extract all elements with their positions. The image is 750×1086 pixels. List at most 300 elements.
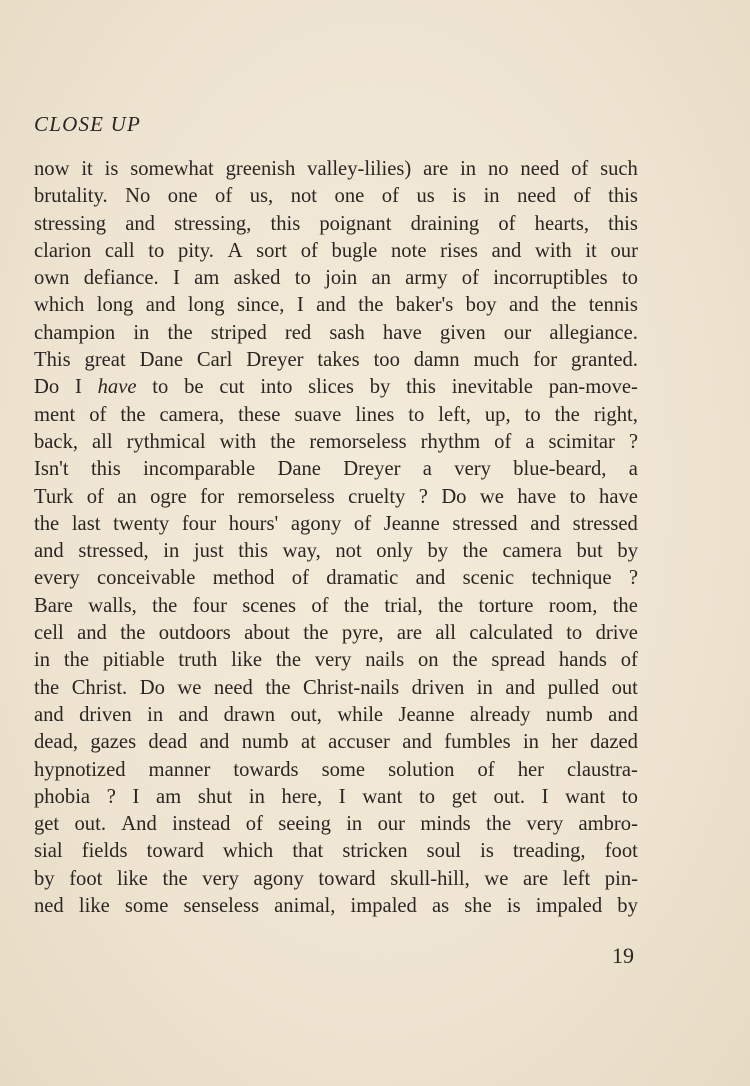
word: pyre, bbox=[341, 622, 384, 645]
word: Do bbox=[139, 676, 165, 699]
word: toward bbox=[318, 867, 376, 890]
word: senseless bbox=[183, 895, 260, 918]
word: pulled bbox=[547, 676, 600, 699]
text-line bbox=[34, 402, 638, 429]
word: Jeanne bbox=[398, 703, 455, 726]
word: of bbox=[498, 212, 516, 235]
word: want bbox=[565, 785, 606, 808]
text-line bbox=[34, 484, 638, 511]
word: agony bbox=[253, 867, 304, 890]
word: stressed bbox=[572, 512, 638, 535]
word: the bbox=[343, 594, 370, 617]
word: her bbox=[517, 758, 544, 781]
word: long bbox=[187, 294, 225, 317]
word: the bbox=[265, 676, 291, 699]
text-line bbox=[34, 211, 638, 238]
word: towards bbox=[233, 758, 299, 781]
word: Do bbox=[441, 485, 467, 508]
word: now bbox=[34, 158, 70, 180]
word: and bbox=[125, 212, 155, 235]
word: by bbox=[427, 540, 449, 563]
body-text bbox=[34, 156, 638, 920]
word: boy bbox=[465, 294, 497, 317]
word: to bbox=[524, 403, 541, 426]
word: asked bbox=[233, 267, 281, 290]
word: to bbox=[621, 785, 638, 808]
word: us, bbox=[249, 185, 274, 208]
word: this bbox=[238, 540, 269, 563]
word: I bbox=[172, 267, 180, 290]
word: just bbox=[193, 540, 224, 563]
word: driven bbox=[79, 703, 132, 726]
word: This bbox=[34, 349, 71, 372]
word: ? bbox=[418, 485, 428, 508]
word: too bbox=[373, 349, 400, 372]
text-line bbox=[34, 265, 638, 292]
word: to bbox=[566, 622, 583, 645]
word: room, bbox=[548, 594, 598, 617]
word: the bbox=[438, 594, 464, 617]
word: I bbox=[338, 785, 346, 808]
word: very bbox=[202, 867, 239, 890]
word: four bbox=[181, 512, 217, 535]
word: striped bbox=[210, 321, 267, 344]
word: soul bbox=[426, 840, 461, 863]
text-line bbox=[34, 374, 638, 401]
word: of bbox=[477, 758, 495, 781]
text-line bbox=[34, 647, 638, 674]
word: I bbox=[541, 785, 549, 808]
word: very bbox=[526, 813, 564, 836]
word: for bbox=[200, 485, 225, 508]
word: by bbox=[617, 540, 638, 563]
text-line bbox=[34, 429, 638, 456]
word: and bbox=[199, 731, 230, 754]
word: spread bbox=[491, 649, 546, 672]
word: baker's bbox=[395, 294, 454, 317]
word: ? bbox=[106, 785, 116, 808]
text-line bbox=[34, 866, 638, 893]
word: and bbox=[316, 294, 346, 317]
word: rythmical bbox=[126, 430, 206, 453]
word: clarion bbox=[34, 239, 92, 262]
word: and bbox=[608, 703, 638, 726]
word: conceivable bbox=[97, 567, 196, 590]
word: of bbox=[461, 267, 479, 290]
word: of bbox=[89, 403, 107, 426]
word: greenish bbox=[225, 158, 296, 180]
text-line bbox=[34, 838, 638, 865]
word: Bare bbox=[34, 594, 73, 617]
word: like bbox=[117, 867, 148, 890]
word: scimitar bbox=[548, 430, 615, 453]
word: this bbox=[406, 376, 436, 399]
word: have bbox=[382, 321, 422, 344]
word: while bbox=[337, 703, 384, 726]
word: accuser bbox=[328, 731, 390, 754]
word: slices bbox=[308, 376, 354, 399]
word: granted. bbox=[571, 349, 638, 372]
word: hearts, bbox=[534, 212, 589, 235]
word: of bbox=[311, 594, 329, 617]
word: draining bbox=[410, 212, 480, 235]
word: great bbox=[84, 349, 126, 372]
word: agony bbox=[290, 512, 342, 535]
word: to bbox=[294, 267, 311, 290]
word: join bbox=[325, 267, 358, 290]
word: all bbox=[435, 622, 457, 645]
word: here, bbox=[281, 785, 323, 808]
word: pity. bbox=[178, 239, 214, 262]
word: Turk bbox=[34, 485, 74, 508]
word: A bbox=[227, 239, 243, 262]
word: as bbox=[432, 895, 450, 918]
word: dazed bbox=[589, 731, 638, 754]
word: the bbox=[303, 622, 329, 645]
word: Christ. bbox=[71, 676, 128, 699]
word: the bbox=[63, 649, 90, 672]
word: already bbox=[469, 703, 531, 726]
word: to bbox=[148, 239, 165, 262]
word: we bbox=[177, 676, 202, 699]
word: trial, bbox=[384, 594, 423, 617]
word: the bbox=[34, 676, 60, 699]
text-line bbox=[34, 811, 638, 838]
word: this bbox=[90, 458, 121, 481]
word: the bbox=[358, 294, 384, 317]
word: such bbox=[600, 158, 638, 180]
word: some bbox=[321, 758, 366, 781]
word: want bbox=[362, 785, 403, 808]
word: hours' bbox=[228, 512, 279, 535]
word: tennis bbox=[588, 294, 638, 317]
word: dead bbox=[148, 731, 188, 754]
word: our bbox=[503, 321, 532, 344]
word: in bbox=[522, 731, 539, 754]
word: these bbox=[238, 403, 281, 426]
word: and bbox=[34, 540, 64, 563]
word: numb bbox=[241, 731, 289, 754]
word: back, bbox=[34, 430, 79, 453]
word: lines bbox=[355, 403, 395, 426]
word: of bbox=[494, 430, 512, 453]
word: ? bbox=[628, 567, 638, 590]
word: our bbox=[610, 239, 638, 262]
word: ment bbox=[34, 403, 76, 426]
word: out bbox=[611, 676, 638, 699]
word: bugle bbox=[331, 239, 378, 262]
text-line bbox=[34, 320, 638, 347]
word: in bbox=[483, 185, 500, 208]
word: of bbox=[245, 813, 263, 836]
word: and bbox=[530, 512, 560, 535]
word: sash bbox=[329, 321, 365, 344]
word: Christ-nails bbox=[303, 676, 400, 699]
word: the bbox=[486, 813, 512, 836]
word: of bbox=[291, 567, 309, 590]
word: need bbox=[517, 185, 556, 208]
word: toward bbox=[146, 840, 204, 863]
text-line bbox=[34, 183, 638, 210]
word: one bbox=[167, 185, 198, 208]
text-line bbox=[34, 620, 638, 647]
word: which bbox=[34, 294, 85, 317]
word: our bbox=[377, 813, 406, 836]
word: not bbox=[290, 185, 318, 208]
word: of bbox=[573, 185, 591, 208]
word: of bbox=[86, 485, 104, 508]
word: a bbox=[628, 458, 638, 481]
word: dramatic bbox=[326, 567, 399, 590]
word: of bbox=[300, 239, 318, 262]
word: hypnotized bbox=[34, 758, 126, 781]
word: cell bbox=[34, 622, 64, 645]
word: to bbox=[408, 403, 425, 426]
word: Dane bbox=[277, 458, 321, 481]
word: the bbox=[612, 594, 638, 617]
word: manner bbox=[148, 758, 211, 781]
word: the bbox=[167, 321, 193, 344]
word: damn bbox=[413, 349, 460, 372]
word: like bbox=[78, 895, 110, 918]
text-line bbox=[34, 757, 638, 784]
word: all bbox=[92, 430, 113, 453]
word: into bbox=[260, 376, 293, 399]
word: and bbox=[145, 294, 176, 317]
word: about bbox=[244, 622, 290, 645]
word: one bbox=[334, 185, 365, 208]
word: like bbox=[231, 649, 263, 672]
word: of bbox=[620, 649, 638, 672]
word: valley-lilies) bbox=[307, 158, 412, 180]
word: rises bbox=[440, 239, 478, 262]
word: not bbox=[335, 540, 362, 563]
word: truth bbox=[178, 649, 218, 672]
word: camera bbox=[502, 540, 562, 563]
word: incorruptibles bbox=[493, 267, 608, 290]
word: and bbox=[415, 567, 446, 590]
text-line bbox=[34, 347, 638, 374]
word: outdoors bbox=[158, 622, 231, 645]
word: the bbox=[152, 594, 178, 617]
word: an bbox=[371, 267, 391, 290]
word: and bbox=[402, 731, 432, 754]
word: we bbox=[484, 867, 509, 890]
word: up, bbox=[484, 403, 511, 426]
word: stressed bbox=[452, 512, 518, 535]
word: by bbox=[369, 376, 391, 399]
word: in bbox=[248, 785, 265, 808]
word: only bbox=[376, 540, 413, 563]
word: the bbox=[120, 403, 146, 426]
word: Do bbox=[34, 376, 60, 399]
word: stricken bbox=[342, 840, 408, 863]
word: a bbox=[422, 458, 432, 481]
word: torture bbox=[478, 594, 534, 617]
word: gazes bbox=[90, 731, 137, 754]
word: the bbox=[34, 512, 60, 535]
word: and bbox=[178, 703, 209, 726]
word: I bbox=[132, 785, 140, 808]
word: since, bbox=[236, 294, 285, 317]
text-line bbox=[34, 702, 638, 729]
word: and bbox=[491, 239, 522, 262]
word: driven bbox=[411, 676, 465, 699]
word: very bbox=[314, 649, 352, 672]
word: Isn't bbox=[34, 458, 69, 481]
word: she bbox=[464, 895, 492, 918]
word: this bbox=[608, 212, 638, 235]
word: very bbox=[454, 458, 491, 481]
word: and bbox=[505, 676, 536, 699]
word: it bbox=[585, 239, 597, 262]
word: remorseless bbox=[237, 485, 335, 508]
word: drive bbox=[595, 622, 638, 645]
word: somewhat bbox=[130, 158, 214, 180]
word: animal, bbox=[274, 895, 336, 918]
word: sort bbox=[256, 239, 288, 262]
word: we bbox=[479, 485, 504, 508]
word: I bbox=[296, 294, 304, 317]
word: red bbox=[284, 321, 312, 344]
word: Carl bbox=[196, 349, 233, 372]
word: blue-beard, bbox=[513, 458, 607, 481]
word: is bbox=[506, 895, 521, 918]
word: seeing bbox=[278, 813, 331, 836]
word: and bbox=[34, 703, 64, 726]
word: I bbox=[74, 376, 82, 399]
word: the bbox=[462, 540, 488, 563]
word: foot bbox=[604, 840, 638, 863]
word: last bbox=[71, 512, 101, 535]
word: poignant bbox=[319, 212, 392, 235]
word: us bbox=[416, 185, 435, 208]
word: scenic bbox=[462, 567, 515, 590]
word: out. bbox=[493, 785, 525, 808]
word: treading, bbox=[512, 840, 586, 863]
word: the bbox=[120, 622, 146, 645]
word: the bbox=[275, 649, 301, 672]
text-line bbox=[34, 729, 638, 756]
word: are bbox=[396, 622, 423, 645]
word: technique bbox=[531, 567, 612, 590]
word: are bbox=[423, 158, 449, 180]
word: get bbox=[451, 785, 477, 808]
word: in bbox=[147, 703, 164, 726]
word: own bbox=[34, 267, 70, 290]
word: No bbox=[125, 185, 151, 208]
word: walls, bbox=[88, 594, 137, 617]
word: Dreyer bbox=[246, 349, 304, 372]
word: an bbox=[117, 485, 137, 508]
word: the bbox=[551, 294, 577, 317]
word: allegiance. bbox=[549, 321, 638, 344]
word: that bbox=[292, 840, 324, 863]
word: minds bbox=[420, 813, 471, 836]
word: shut bbox=[197, 785, 233, 808]
word: to bbox=[569, 485, 586, 508]
word: ned bbox=[34, 895, 64, 918]
word: call bbox=[104, 239, 135, 262]
word: in bbox=[460, 158, 477, 180]
word: Jeanne bbox=[383, 512, 440, 535]
word: Dane bbox=[139, 349, 184, 372]
word: in bbox=[163, 540, 180, 563]
word: champion bbox=[34, 321, 116, 344]
word: at bbox=[300, 731, 316, 754]
word: twenty bbox=[113, 512, 170, 535]
text-line bbox=[34, 456, 638, 483]
word: to bbox=[621, 267, 638, 290]
word: army bbox=[405, 267, 448, 290]
word: in bbox=[133, 321, 150, 344]
word: is bbox=[452, 185, 467, 208]
page-number: 19 bbox=[612, 943, 634, 968]
word: are bbox=[522, 867, 549, 890]
word: dead, bbox=[34, 731, 79, 754]
word: defiance. bbox=[83, 267, 159, 290]
word: ogre bbox=[150, 485, 187, 508]
word: for bbox=[533, 349, 558, 372]
word: this bbox=[270, 212, 301, 235]
word: and bbox=[77, 622, 107, 645]
word: incomparable bbox=[143, 458, 256, 481]
word: by bbox=[34, 867, 55, 890]
word: right, bbox=[593, 403, 638, 426]
word: much bbox=[473, 349, 520, 372]
word: fields bbox=[81, 840, 128, 863]
word: on bbox=[417, 649, 439, 672]
word: the bbox=[554, 403, 580, 426]
word: cruelty bbox=[348, 485, 406, 508]
word: four bbox=[192, 594, 227, 617]
word: calculated bbox=[469, 622, 553, 645]
word: ambro- bbox=[578, 813, 638, 836]
word: cut bbox=[219, 376, 245, 399]
word: with bbox=[219, 430, 257, 453]
word: have bbox=[599, 485, 638, 508]
word: out. bbox=[74, 813, 106, 836]
word: have bbox=[517, 485, 557, 508]
word: impaled bbox=[535, 895, 603, 918]
word: drawn bbox=[223, 703, 276, 726]
word: the bbox=[162, 867, 188, 890]
word: given bbox=[439, 321, 486, 344]
word: by bbox=[617, 895, 638, 918]
word: need bbox=[213, 676, 253, 699]
word: every bbox=[34, 567, 80, 590]
text-line bbox=[34, 565, 638, 592]
word: way, bbox=[282, 540, 321, 563]
running-head: CLOSE UP bbox=[34, 112, 142, 136]
text-line bbox=[34, 292, 638, 319]
word: is bbox=[104, 158, 119, 180]
word: hands bbox=[558, 649, 607, 672]
word: brutality. bbox=[34, 185, 108, 208]
word: with bbox=[535, 239, 572, 262]
word: in bbox=[476, 676, 493, 699]
word: numb bbox=[545, 703, 593, 726]
word: pan-move- bbox=[548, 376, 638, 399]
text-line bbox=[34, 593, 638, 620]
text-line bbox=[34, 675, 638, 702]
word: rhythm bbox=[420, 430, 481, 453]
word: suave bbox=[294, 403, 342, 426]
word: note bbox=[391, 239, 427, 262]
word: but bbox=[576, 540, 603, 563]
text-line bbox=[34, 538, 638, 565]
word: method bbox=[212, 567, 275, 590]
